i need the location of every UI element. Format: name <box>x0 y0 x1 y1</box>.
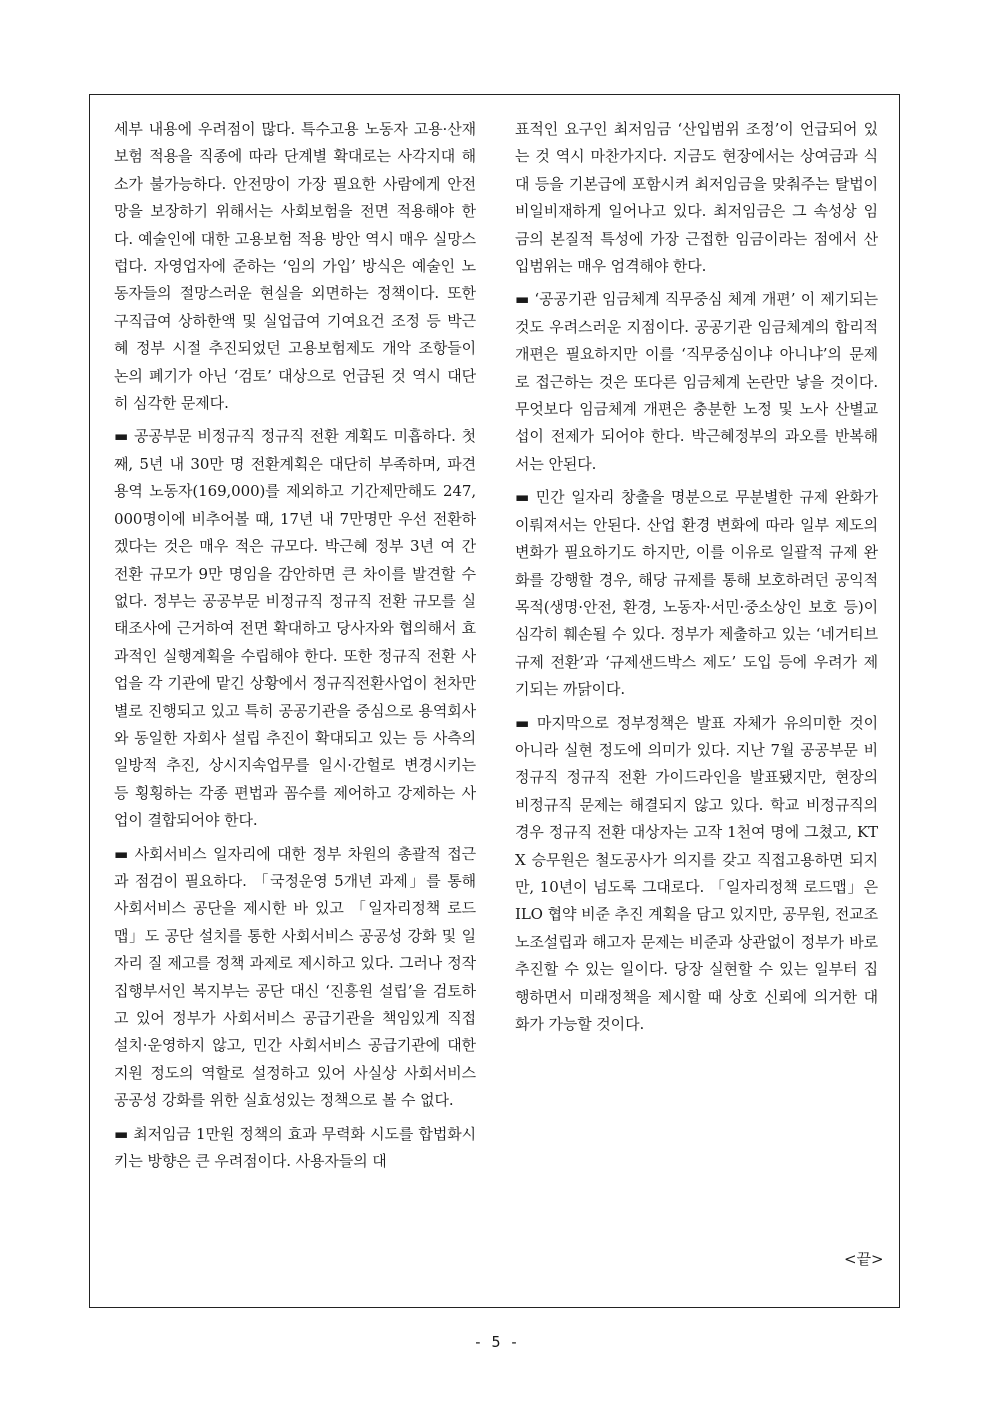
page-number: - 5 - <box>473 1333 519 1351</box>
paragraph: ▬ ‘공공기관 임금체계 직무중심 체계 개편’ 이 제기되는 것도 우려스러운 지점이다. 공공기관 임금체계의 합리적 개편은 필요하지만 이를 ‘직무중심이냐 아니냐’의 문제로 접근하는 것은 또다른 임금체계 논란만 낳을 것이다. 무엇보다 임금체계 개편은 충분한 노정 및 노사 산별교섭이 전제가 되어야 한다. 박근혜정부의 과오를 반복해서는 안된다. <box>515 290 878 473</box>
paragraph: ▬ 최저임금 1만원 정책의 효과 무력화 시도를 합법화시키는 방향은 큰 우려점이다. 사용자들의 대 <box>114 1124 476 1171</box>
paragraph: 세부 내용에 우려점이 많다. 특수고용 노동자 고용·산재 보험 적용을 직종에 따라 단계별 확대로는 사각지대 해소가 불가능하다. 안전망이 가장 필요한 사람에게 안전망을 보장하기 위해서는 사회보험을 전면 적용해야 한다. 예술인에 대한 고용보험 적용 방안 역시 매우 실망스럽다. 자영업자에 준하는 ‘임의 가입’ 방식은 예술인 노동자들의 절망스러운 현실을 외면하는 정책이다. 또한 구직급여 상하한액 및 실업급여 기여요건 조정 등 박근혜 정부 시절 추진되었던 고용보험제도 개악 조항들이 논의 폐기가 아닌 ‘검토’ 대상으로 언급된 것 역시 대단히 심각한 문제다. <box>114 120 476 413</box>
end-mark: <끝> <box>844 1250 884 1268</box>
paragraph: ▬ 민간 일자리 창출을 명분으로 무분별한 규제 완화가 이뤄져서는 안된다. 산업 환경 변화에 따라 일부 제도의 변화가 필요하기도 하지만, 이를 이유로 일괄적 규제 완화를 강행할 경우, 해당 규제를 통해 보호하려던 공익적 목적(생명·안전, 환경, 노동자·서민·중소상인 보호 등)이 심각히 훼손될 수 있다. 정부가 제출하고 있는 ‘네거티브 규제 전환’과 ‘규제샌드박스 제도’ 도입 등에 우려가 제기되는 까닭이다. <box>515 488 878 699</box>
left-column <box>114 116 476 1181</box>
paragraph: ▬ 사회서비스 일자리에 대한 정부 차원의 총괄적 접근과 점검이 필요하다. 「국정운영 5개년 과제」를 통해 사회서비스 공단을 제시한 바 있고 「일자리정책 로드맵」도 공단 설치를 통한 사회서비스 공공성 강화 및 일자리 질 제고를 정책 과제로 제시하고 있다. 그러나 정작 집행부서인 복지부는 공단 대신 ‘진흥원 설립’을 검토하고 있어 정부가 사회서비스 공급기관을 책임있게 직접 설치·운영하지 않고, 민간 사회서비스 공급기관에 대한 지원 정도의 역할로 설정하고 있어 사실상 사회서비스 공공성 강화를 위한 실효성있는 정책으로 볼 수 없다. <box>114 844 476 1110</box>
right-column <box>515 116 878 1044</box>
paragraph: ▬ 공공부문 비정규직 정규직 전환 계획도 미흡하다. 첫째, 5년 내 30만 명 전환계획은 대단히 부족하며, 파견용역 노동자(169,000)를 제외하고 기간제만해도 247,000명이에 비추어볼 때, 17년 내 7만명만 우선 전환하겠다는 것은 매우 적은 규모다. 박근혜 정부 3년 여 간 전환 규모가 9만 명임을 감안하면 큰 차이를 발견할 수 없다. 정부는 공공부문 비정규직 정규직 전환 규모를 실태조사에 근거하여 전면 확대하고 당사자와 협의해서 효과적인 실행계획을 수립해야 한다. 또한 정규직 전환 사업을 각 기관에 맡긴 상황에서 정규직전환사업이 천차만별로 진행되고 있고 특히 공공기관을 중심으로 용역회사와 동일한 자회사 설립 추진이 확대되고 있는 등 사측의 일방적 추진, 상시지속업무를 일시·간헐로 변경시키는 등 횡횡하는 각종 편법과 꼼수를 제어하고 강제하는 사업이 결합되어야 한다. <box>114 427 476 830</box>
paragraph: 표적인 요구인 최저임금 ‘산입범위 조정’이 언급되어 있는 것 역시 마찬가지다. 지금도 현장에서는 상여금과 식대 등을 기본급에 포함시켜 최저임금을 맞춰주는 탈법이 비일비재하게 일어나고 있다. 최저임금은 그 속성상 임금의 본질적 특성에 가장 근접한 임금이라는 점에서 산입범위는 매우 엄격해야 한다. <box>515 120 878 276</box>
paragraph: ▬ 마지막으로 정부정책은 발표 자체가 유의미한 것이 아니라 실현 정도에 의미가 있다. 지난 7월 공공부문 비정규직 정규직 전환 가이드라인을 발표됐지만, 현장의 비정규직 문제는 해결되지 않고 있다. 학교 비정규직의 경우 정규직 전환 대상자는 고작 1천여 명에 그쳤고, KTX 승무원은 철도공사가 의지를 갖고 직접고용하면 되지만, 10년이 넘도록 그대로다. 「일자리정책 로드맵」은 ILO 협약 비준 추진 계획을 담고 있지만, 공무원, 전교조 노조설립과 해고자 문제는 비준과 상관없이 정부가 바로 추진할 수 있는 일이다. 당장 실현할 수 있는 일부터 집행하면서 미래정책을 제시할 때 상호 신뢰에 의거한 대화가 가능할 것이다. <box>515 713 878 1033</box>
